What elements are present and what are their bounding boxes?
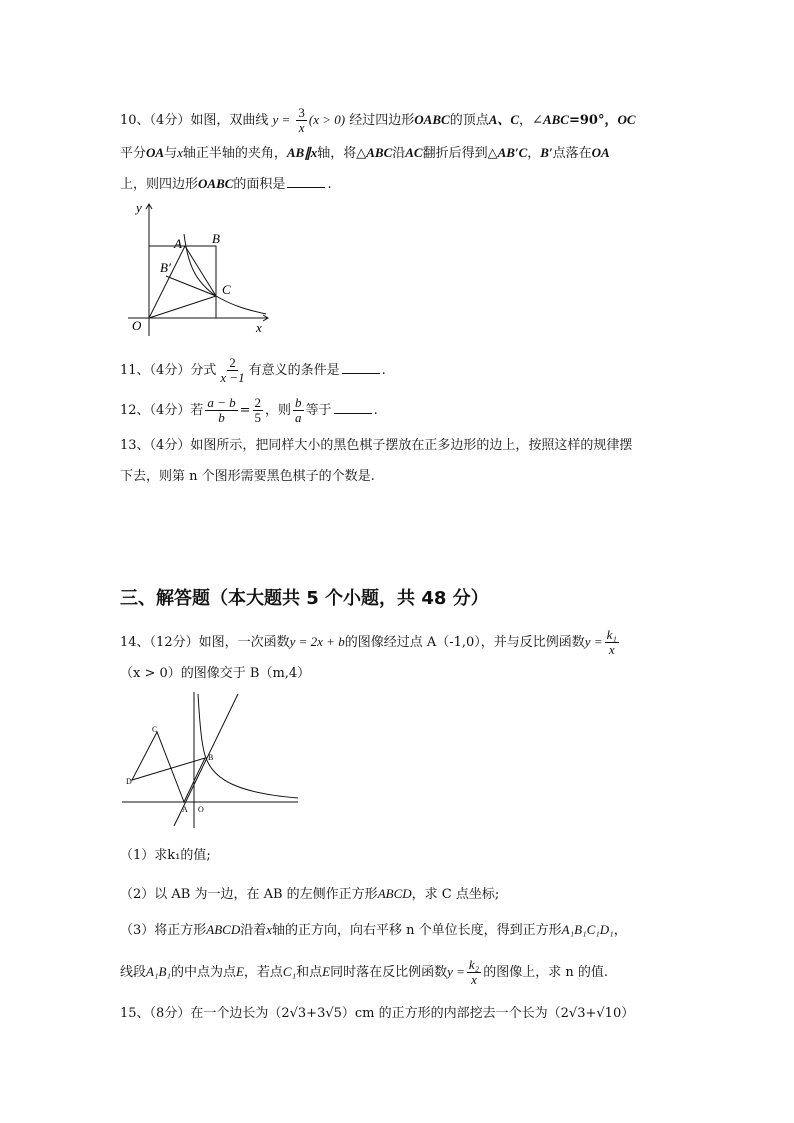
q15-line: 15、（8分）在一个边长为（2√3+3√5）cm 的正方形的内部挖去一个长为（2√3+√10） (120, 1006, 635, 1021)
q14-fraction-k2: $\frac{\text{k₂}}{x}$ (468, 957, 480, 987)
q12-fraction-1: $\frac{a - b}{b}$ (207, 395, 236, 425)
label-A: A (174, 236, 182, 251)
label-C: C (222, 282, 231, 297)
q10-line2: 平分OA与x轴正半轴的夹角，AB∥x轴，将△ABC沿AC翻折后得到△AB′C，B′点落在OA (120, 145, 610, 161)
q14-line2: （x > 0）的图像交于 B（m,4） (120, 666, 311, 681)
answer-blank (342, 361, 380, 374)
label-D: D (126, 777, 132, 786)
label-B: B (212, 231, 220, 246)
q10-fraction: $\frac{3}{x}$ (298, 105, 305, 135)
q14-line1: 14、（12分）如图，一次函数y = 2x + b的图像经过点 A（-1,0），并与反比例函数y = $\frac{\text{k₁}}{x}$ (120, 627, 617, 657)
q10-line3: 上，则四边形OABC的面积是 . (120, 176, 332, 192)
segment-OA (149, 246, 185, 318)
q14-part1: （1）求k₁的值; (120, 848, 211, 863)
label-A: A (182, 805, 188, 814)
label-Bprime: B′ (160, 260, 171, 275)
q14-part3: （3）将正方形ABCD沿着x轴的正方向，向右平移 n 个单位长度，得到正方形A₁B₁C₁D₁， (120, 922, 627, 938)
q12-line: 12、（4分）若 $\frac{a - b}{b}$ = $\frac{2}{5}$ ，则 $\frac{b}{a}$ 等于 . (120, 395, 378, 425)
label-y: y (136, 200, 142, 215)
q10-number: 10、（4分） (120, 113, 191, 128)
q10-line1: 10、（4分）如图，双曲线 y = $\frac{3}{x}$ (x > 0) 经过四边形OABC的顶点A、C，∠ABC=90°，OC (120, 105, 636, 135)
q12-fraction-2: $\frac{2}{5}$ (254, 395, 262, 425)
segment-AC (185, 246, 216, 296)
answer-blank (287, 175, 325, 188)
q10-figure (118, 196, 278, 344)
q12-fraction-3: $\frac{b}{a}$ (295, 395, 302, 425)
q14-figure (118, 688, 302, 830)
segment-OC (149, 296, 216, 318)
q11-line: 11、（4分）分式 $\frac{2}{x -1}$ 有意义的条件是 . (120, 355, 386, 385)
label-B: B (208, 753, 214, 762)
q14-part3-cont: 线段A₁B₁的中点为点E，若点C₁和点E同时落在反比例函数y = $\frac{\text{k₂}}{x}$ 的图像上，求 n 的值. (120, 957, 608, 987)
q14-fraction-k1: $\frac{\text{k₁}}{x}$ (606, 627, 617, 657)
q13-line2: 下去，则第 n 个图形需要黑色棋子的个数是. (120, 469, 375, 484)
label-x: x (256, 320, 262, 335)
label-C: C (152, 725, 158, 734)
q13-line1: 13、（4分）如图所示，把同样大小的黑色棋子摆放在正多边形的边上，按照这样的规律摆 (120, 438, 633, 453)
q11-fraction: $\frac{2}{x -1}$ (220, 355, 245, 385)
q14-part2: （2）以 AB 为一边，在 AB 的左侧作正方形ABCD，求 C 点坐标; (120, 886, 500, 902)
answer-blank (334, 401, 372, 414)
segment-BpC (166, 276, 216, 296)
section-title: 三、解答题（本大题共 5 个小题，共 48 分） (120, 588, 489, 609)
label-O: O (198, 805, 204, 814)
label-O: O (132, 318, 142, 333)
